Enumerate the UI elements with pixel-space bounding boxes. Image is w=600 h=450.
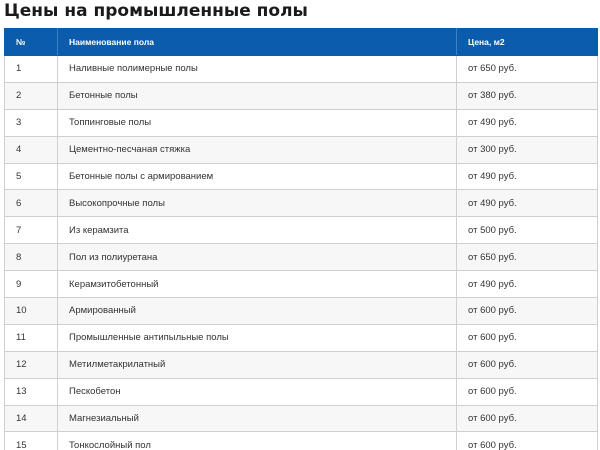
floor-name-cell: Высокопрочные полы xyxy=(58,190,457,217)
row-number-cell: 5 xyxy=(5,163,58,190)
column-header-number: № xyxy=(5,29,58,56)
price-cell: от 500 руб. xyxy=(457,217,598,244)
row-number-cell: 10 xyxy=(5,298,58,325)
floor-name-cell: Бетонные полы xyxy=(58,82,457,109)
table-row xyxy=(5,351,598,378)
table-row xyxy=(5,136,598,163)
price-cell: от 600 руб. xyxy=(457,432,598,450)
table-row xyxy=(5,298,598,325)
floor-name-cell: Керамзитобетонный xyxy=(58,271,457,298)
price-table xyxy=(4,28,598,450)
price-cell: от 650 руб. xyxy=(457,244,598,271)
floor-name-cell: Наливные полимерные полы xyxy=(58,56,457,83)
floor-name-cell: Магнезиальный xyxy=(58,405,457,432)
price-cell: от 600 руб. xyxy=(457,298,598,325)
table-row xyxy=(5,190,598,217)
header-row xyxy=(5,29,598,56)
table-row xyxy=(5,405,598,432)
row-number-cell: 11 xyxy=(5,324,58,351)
row-number-cell: 1 xyxy=(5,56,58,83)
table-row xyxy=(5,56,598,83)
price-table-header xyxy=(5,29,598,56)
floor-name-cell: Из керамзита xyxy=(58,217,457,244)
table-row xyxy=(5,109,598,136)
row-number-cell: 13 xyxy=(5,378,58,405)
table-row xyxy=(5,244,598,271)
column-header-price: Цена, м2 xyxy=(457,29,598,56)
table-row xyxy=(5,82,598,109)
table-row xyxy=(5,378,598,405)
price-cell: от 600 руб. xyxy=(457,324,598,351)
floor-name-cell: Промышленные антипыльные полы xyxy=(58,324,457,351)
row-number-cell: 9 xyxy=(5,271,58,298)
row-number-cell: 7 xyxy=(5,217,58,244)
price-cell: от 490 руб. xyxy=(457,163,598,190)
price-cell: от 490 руб. xyxy=(457,190,598,217)
floor-name-cell: Топпинговые полы xyxy=(58,109,457,136)
column-header-name: Наименование пола xyxy=(58,29,457,56)
price-cell: от 490 руб. xyxy=(457,109,598,136)
price-cell: от 650 руб. xyxy=(457,56,598,83)
row-number-cell: 4 xyxy=(5,136,58,163)
floor-name-cell: Армированный xyxy=(58,298,457,325)
floor-name-cell: Пол из полиуретана xyxy=(58,244,457,271)
floor-name-cell: Тонкослойный пол xyxy=(58,432,457,450)
price-cell: от 600 руб. xyxy=(457,405,598,432)
price-cell: от 600 руб. xyxy=(457,351,598,378)
floor-name-cell: Метилметакрилатный xyxy=(58,351,457,378)
row-number-cell: 15 xyxy=(5,432,58,450)
table-row xyxy=(5,271,598,298)
floor-name-cell: Бетонные полы с армированием xyxy=(58,163,457,190)
row-number-cell: 2 xyxy=(5,82,58,109)
table-row xyxy=(5,217,598,244)
price-cell: от 380 руб. xyxy=(457,82,598,109)
price-cell: от 600 руб. xyxy=(457,378,598,405)
row-number-cell: 6 xyxy=(5,190,58,217)
table-row xyxy=(5,432,598,450)
row-number-cell: 8 xyxy=(5,244,58,271)
row-number-cell: 3 xyxy=(5,109,58,136)
table-row xyxy=(5,324,598,351)
floor-name-cell: Пескобетон xyxy=(58,378,457,405)
row-number-cell: 14 xyxy=(5,405,58,432)
price-cell: от 300 руб. xyxy=(457,136,598,163)
row-number-cell: 12 xyxy=(5,351,58,378)
price-table-body xyxy=(5,56,598,450)
table-row xyxy=(5,163,598,190)
floor-name-cell: Цементно-песчаная стяжка xyxy=(58,136,457,163)
page-title: Цены на промышленные полы xyxy=(4,1,308,21)
price-cell: от 490 руб. xyxy=(457,271,598,298)
